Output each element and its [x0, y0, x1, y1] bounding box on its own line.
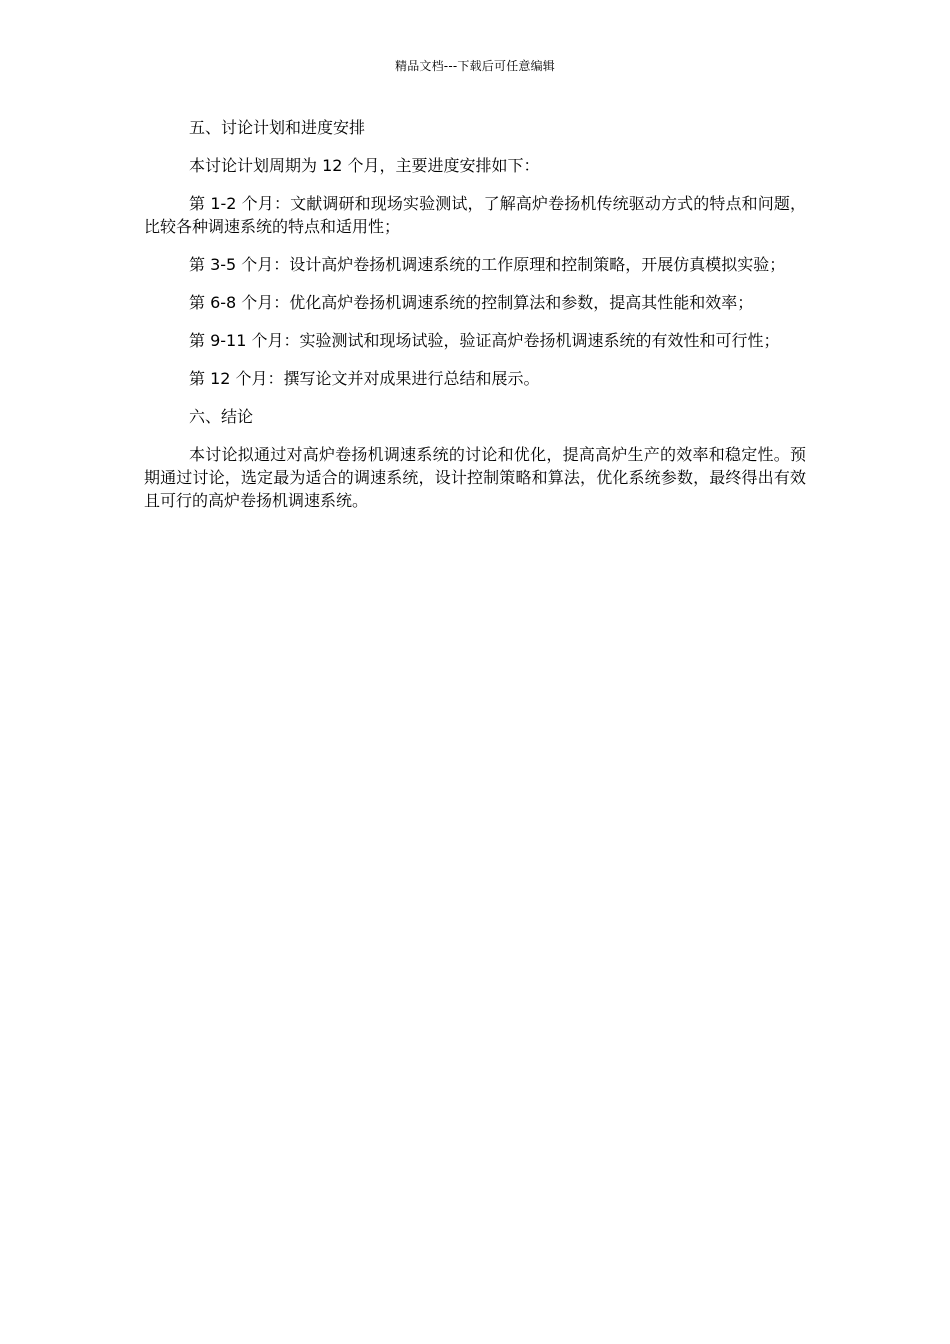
- paragraph-conclusion: 本讨论拟通过对高炉卷扬机调速系统的讨论和优化，提高高炉生产的效率和稳定性。预期通过讨论，选定最为适合的调速系统，设计控制策略和算法，优化系统参数，最终得出有效且可行的高炉卷扬机调速系统。: [144, 445, 806, 510]
- paragraph-schedule-intro: 本讨论计划周期为 12 个月，主要进度安排如下：: [189, 156, 540, 175]
- section-heading-conclusion: 六、结论: [189, 407, 254, 426]
- section-heading-schedule: 五、讨论计划和进度安排: [189, 118, 366, 137]
- paragraph-months-3-5: 第 3-5 个月：设计高炉卷扬机调速系统的工作原理和控制策略，开展仿真模拟实验；: [189, 255, 786, 274]
- document-body: [144, 116, 806, 527]
- page-header: 精品文档---下载后可任意编辑: [395, 59, 555, 73]
- paragraph-months-9-11: 第 9-11 个月：实验测试和现场试验，验证高炉卷扬机调速系统的有效性和可行性；: [189, 331, 780, 350]
- paragraph-months-1-2: 第 1-2 个月：文献调研和现场实验测试，了解高炉卷扬机传统驱动方式的特点和问题，比较各种调速系统的特点和适用性；: [144, 194, 806, 236]
- paragraph-months-6-8: 第 6-8 个月：优化高炉卷扬机调速系统的控制算法和参数，提高其性能和效率；: [189, 293, 754, 312]
- paragraph-month-12: 第 12 个月：撰写论文并对成果进行总结和展示。: [189, 369, 540, 388]
